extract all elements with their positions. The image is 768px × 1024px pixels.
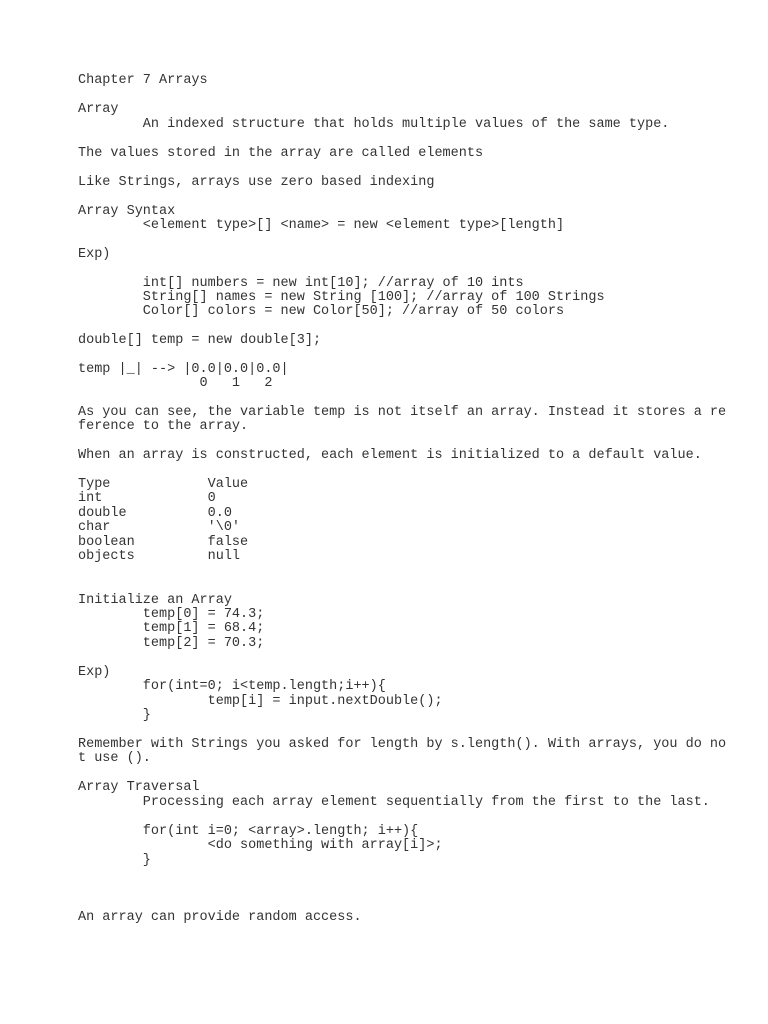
default-values-table-row: double 0.0 — [78, 506, 232, 521]
text-line: An indexed structure that holds multiple values of the same type. — [78, 117, 670, 132]
section-heading-array: Array — [78, 102, 119, 117]
chapter-title: Chapter 7 Arrays — [78, 73, 208, 88]
code-line: temp[1] = 68.4; — [78, 621, 265, 636]
code-line: } — [78, 853, 151, 868]
text-line: t use (). — [78, 751, 151, 766]
text-line: As you can see, the variable temp is not itself an array. Instead it stores a re — [78, 405, 727, 420]
text-line: An array can provide random access. — [78, 910, 362, 925]
default-values-table-row: int 0 — [78, 491, 216, 506]
code-line: int[] numbers = new int[10]; //array of 10 ints — [78, 276, 524, 291]
code-line: temp[i] = input.nextDouble(); — [78, 694, 443, 709]
text-line: When an array is constructed, each element is initialized to a default value. — [78, 448, 702, 463]
text-line: The values stored in the array are called elements — [78, 146, 484, 161]
default-values-table-header: Type Value — [78, 477, 249, 492]
section-heading-traversal: Array Traversal — [78, 780, 200, 795]
default-values-table-row: objects null — [78, 549, 241, 564]
example-label: Exp) — [78, 247, 111, 262]
code-line: String[] names = new String [100]; //array of 100 Strings — [78, 290, 605, 305]
example-label: Exp) — [78, 665, 111, 680]
code-line: Color[] colors = new Color[50]; //array of 50 colors — [78, 304, 565, 319]
code-line: <element type>[] <name> = new <element type>[length] — [78, 218, 565, 233]
array-index-line: 0 1 2 — [78, 376, 273, 391]
default-values-table-row: boolean false — [78, 535, 249, 550]
array-diagram-line: temp |_| --> |0.0|0.0|0.0| — [78, 362, 289, 377]
text-line: Remember with Strings you asked for length by s.length(). With arrays, you do no — [78, 737, 727, 752]
code-line: for(int i=0; <array>.length; i++){ — [78, 824, 419, 839]
code-line: <do something with array[i]>; — [78, 838, 443, 853]
section-heading-initialize: Initialize an Array — [78, 593, 232, 608]
code-line: temp[2] = 70.3; — [78, 636, 265, 651]
text-line: Like Strings, arrays use zero based indexing — [78, 175, 435, 190]
code-line: } — [78, 708, 151, 723]
section-heading-array-syntax: Array Syntax — [78, 204, 176, 219]
code-line: temp[0] = 74.3; — [78, 607, 265, 622]
text-line: Processing each array element sequentially from the first to the last. — [78, 795, 710, 810]
default-values-table-row: char '\0' — [78, 520, 241, 535]
code-line: for(int=0; i<temp.length;i++){ — [78, 679, 386, 694]
code-line: double[] temp = new double[3]; — [78, 333, 322, 348]
text-line: ference to the array. — [78, 419, 249, 434]
